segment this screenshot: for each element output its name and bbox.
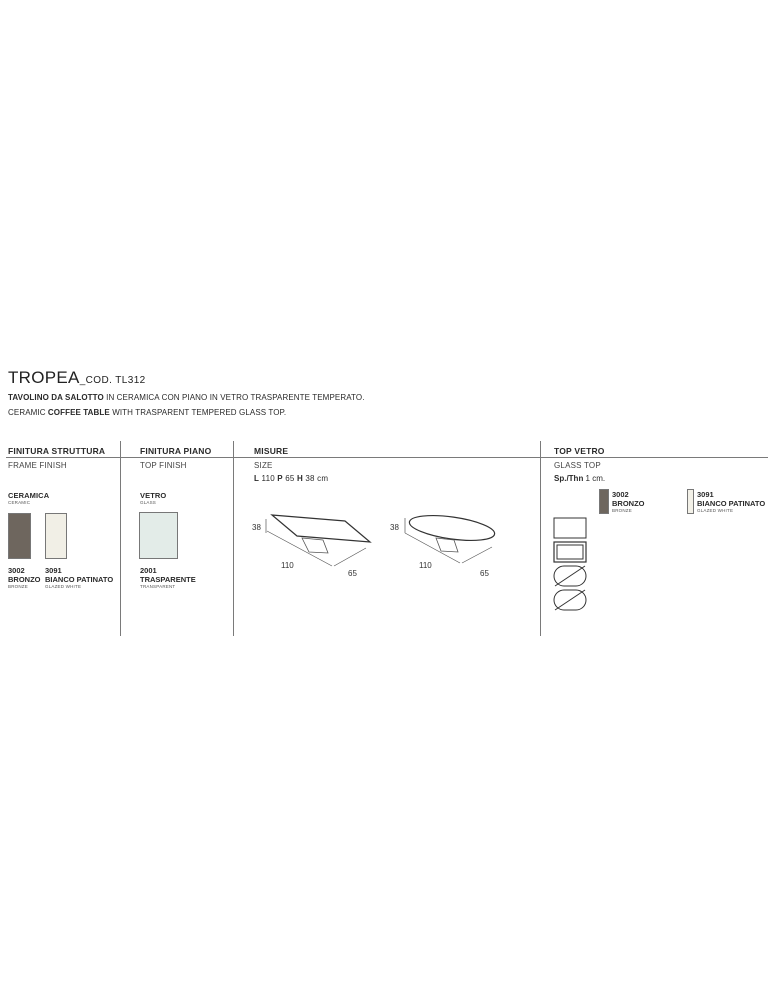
top-finish-title: FINITURA PIANO [140, 446, 212, 456]
rectangular-table-drawing [250, 505, 375, 585]
bronze-swatch [8, 513, 31, 559]
frame-material-label: CERAMICA [8, 491, 50, 500]
depth-dimension-line [334, 548, 366, 566]
glass-white-code: 3091 [697, 490, 714, 499]
product-title [8, 368, 146, 388]
rect-length-label: 110 [281, 561, 294, 570]
rect-depth-label: 65 [348, 569, 357, 578]
glass-bronze-code: 3002 [612, 490, 629, 499]
transparent-swatch [139, 512, 178, 559]
bronze-code: 3002 [8, 566, 25, 575]
frame-finish-subtitle: FRAME FINISH [8, 461, 67, 470]
glazed-white-swatch [45, 513, 67, 559]
glass-thickness-value: 1 cm. [583, 474, 606, 483]
oval-depth-label: 65 [480, 569, 489, 578]
top-material-label: VETRO [140, 491, 167, 500]
description-english-pre: CERAMIC [8, 408, 48, 417]
frame-finish-title: FINITURA STRUTTURA [8, 446, 106, 456]
glass-top-title: TOP VETRO [554, 446, 605, 456]
rect-height-label: 38 [252, 523, 261, 532]
rounded-crossed-slash-2 [555, 590, 585, 610]
bronze-name: BRONZO [8, 575, 41, 584]
sizes-title: MISURE [254, 446, 289, 456]
glass-white-name: BIANCO PATINATO [697, 499, 766, 508]
oval-length-dimension-line [405, 533, 460, 563]
transparent-code: 2001 [140, 566, 157, 575]
oval-height-label: 38 [390, 523, 399, 532]
dim-h-value: 38 cm [302, 474, 329, 483]
glass-white-swatch [687, 489, 694, 514]
sizes-subtitle: SIZE [254, 461, 273, 470]
glass-white-name-en: GLAZED WHITE [697, 508, 734, 513]
description-english-bold: COFFEE TABLE [47, 408, 110, 417]
glass-top-subtitle: GLASS TOP [554, 461, 601, 470]
column-divider-2 [233, 441, 234, 636]
top-material-label-en: GLASS [140, 500, 157, 505]
glazed-white-name: BIANCO PATINATO [45, 575, 114, 584]
rounded-crossed-slash [555, 566, 585, 586]
description-italian-rest: IN CERAMICA CON PIANO IN VETRO TRASPARENTE TEMPERATO. [103, 393, 365, 402]
oval-length-label: 110 [419, 561, 432, 570]
description-english [8, 408, 286, 417]
rectangular-base [302, 538, 328, 553]
oval-depth-dimension-line [462, 547, 492, 563]
transparent-name: TRASPARENTE [140, 575, 196, 584]
product-code: _COD. TL312 [79, 375, 146, 386]
description-italian [8, 393, 365, 402]
rectangle-plain-icon [554, 518, 586, 538]
glazed-white-name-en: GLAZED WHITE [45, 584, 82, 589]
glass-bronze-name-en: BRONZE [612, 508, 632, 513]
oval-table-drawing [388, 505, 498, 585]
glass-bronze-swatch [599, 489, 609, 514]
transparent-name-en: TRANSPARENT [140, 584, 176, 589]
glazed-white-code: 3091 [45, 566, 62, 575]
dim-p-key: P [277, 474, 283, 483]
column-divider-1 [120, 441, 121, 636]
glass-thickness [554, 474, 605, 483]
product-name: TROPEA [8, 368, 80, 387]
rectangular-top [272, 515, 370, 542]
dim-p-value: 65 [282, 474, 297, 483]
column-divider-3 [540, 441, 541, 636]
oval-base [436, 538, 458, 552]
dim-l-key: L [254, 474, 260, 483]
description-italian-bold: TAVOLINO DA SALOTTO [8, 393, 104, 402]
dim-l-value: 110 [259, 474, 278, 483]
description-english-rest: WITH TRASPARENT TEMPERED GLASS TOP. [109, 408, 287, 417]
top-finish-subtitle: TOP FINISH [140, 461, 187, 470]
bronze-name-en: BRONZE [8, 584, 28, 589]
glass-shape-icons [552, 517, 592, 612]
frame-material-label-en: CERAMIC [8, 500, 31, 505]
dimensions-line [254, 474, 328, 483]
glass-thickness-key: Sp./Thn [554, 474, 584, 483]
dim-h-key: H [297, 474, 303, 483]
rectangle-inner-icon [557, 545, 583, 559]
glass-bronze-name: BRONZO [612, 499, 645, 508]
